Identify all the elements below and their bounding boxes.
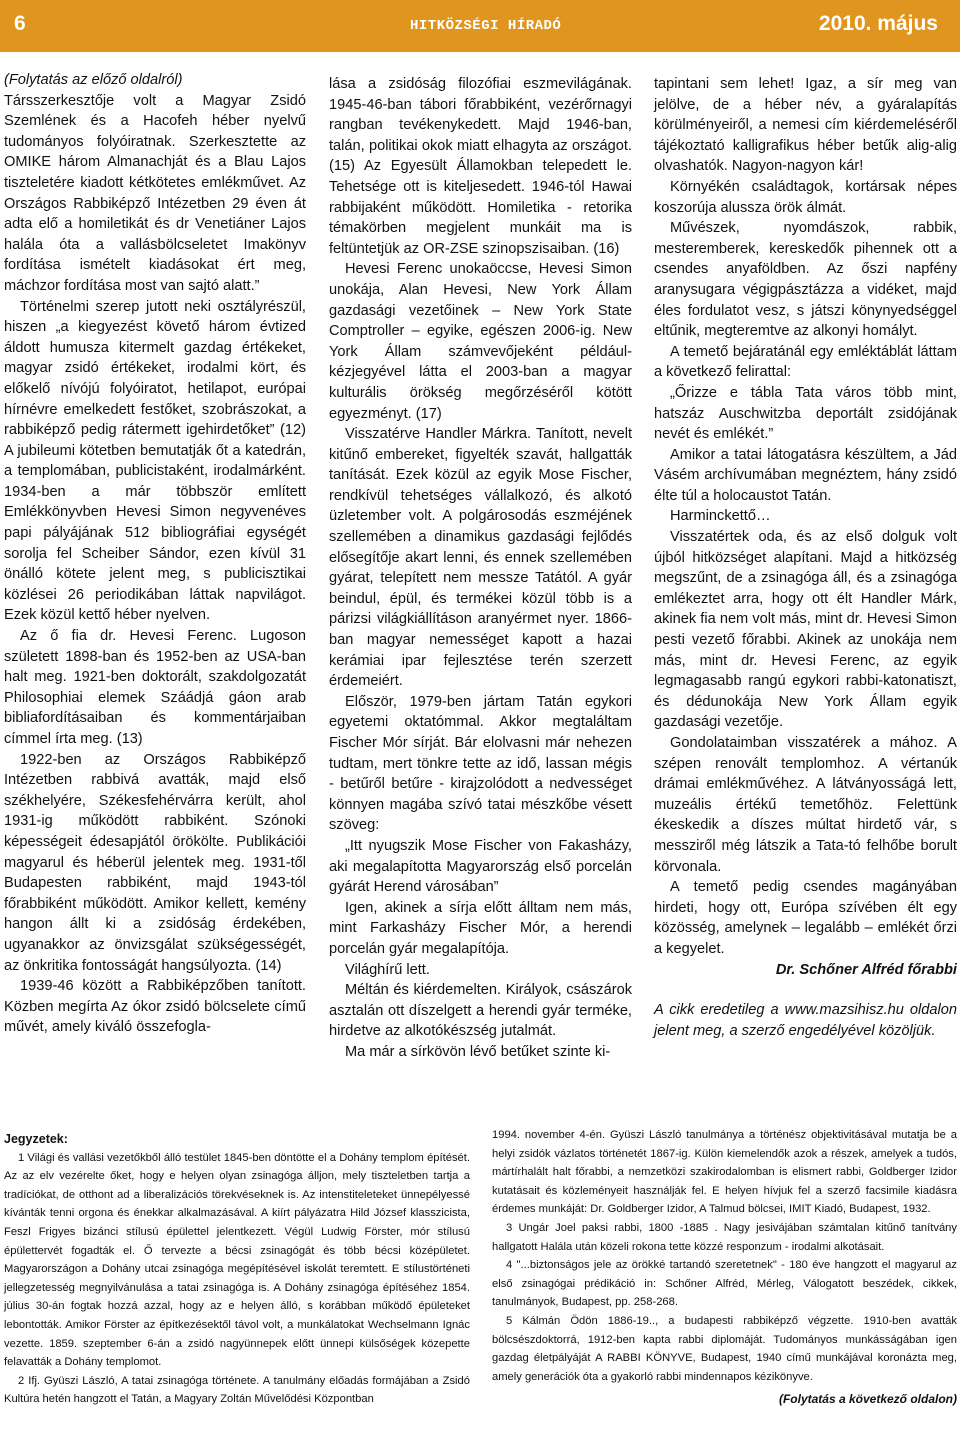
continued-from-note: (Folytatás az előző oldalról)	[4, 72, 183, 88]
article-paragraph: A temető pedig csendes magányában hirdeti, hogy ott, Európa szívében élt egy közösség, amelynek – legalább – emlékét őrzi a kegyelet.	[654, 879, 957, 957]
spacer	[654, 980, 957, 1000]
article-paragraph: tapintani sem lehet! Igaz, a sír meg van jelölve, de a héber név, a gyáralapítás körülményeiről, a nemesi cím kiérdemeléséről tájékoztató kalligrafikus héber betűk alig-alig olvashatók. Nagyon-nagyon kár!	[654, 76, 957, 175]
footnote: 1 Világi és vallási vezetőkből álló testület 1845-ben döntötte el a Dohány templom építését. Az az elv vezérelte őket, hogy e helyen olyan zsinagóga álljon, mely tiszteletben tartja a tradíciókat, de otthont ad a liberalizációs törekvéseknek is. Az intenstiteleteket ünnepélyessé kívánták tenni orgona és énekkar alkalmazásával. A kiírt pályázatra Hild József klasszicista, Feszl Frigyes bizánci stílusú épülettel jelentkezett. Végül Ludwig Förster, mór stílusú épülettervét fogadták el. Ő tervezte a bécsi zsinagógát és több bécsi középületet. Magyarországon a Dohány utcai zsinagóga megépítésével iskolát teremtett. E stílustörténeti jellegzetesség megnyilvánulása a tatai zsinagóga is. A Dohány zsinagóga építéséhez 1854. július 30-án fogtak hozzá azzal, hogy az e helyen álló, s korábban működő épületeket lebontották. Amikor Förster az építkezésektől távol volt, a munkálatokat Wechselmann Ignác vezette. 1859. szeptember 6-án a zsidó nagyünnepek előtt ünnepi külsőségek közepette felavatták a Dohány templomot.	[4, 1151, 470, 1369]
article-paragraph: Művészek, nyomdászok, rabbik, mesteremberek, kereskedők pihennek ott a csendes anyaföldben. Az őszi napfény aranysugara végigpásztázza a vidéket, majd éles fordulatot vesz, s játszi könynyedséggel eltűnik, megteremtve az alkonyi homályt.	[654, 220, 957, 340]
article-paragraph: 1922-ben az Országos Rabbiképző Intézetben rabbivá avatták, majd első székhelyére, Székesfehérvárra került, ahol 1931-ig működött rabbiként. Szónoki képességeit édesapjától örökölte. Publikációi magyarul és héberül jelentek meg. 1931-től Budapesten rabbiként, majd 1943-tól főrabbiként működött. Amikor kellett, kemény hangon állt ki a zsidóság érdekében, ugyanakkor az önvizsgálat szükségességét, az önkritika fontosságát hangsúlyozta. (14)	[4, 751, 306, 974]
article-paragraph: 1939-46 között a Rabbiképzőben tanított. Közben megírta Az ókor zsidó bölcselete című művét, amely kiváló összefogla-	[4, 978, 306, 1036]
page-header	[0, 0, 960, 52]
article-paragraph: Harminckettő…	[670, 508, 771, 525]
article-paragraph: Világhírű lett.	[345, 961, 430, 978]
footnote: 1994. november 4-én. Gyüszi László tanulmánya a történész objektivitásával mutatja be a helyi zsidók vázlatos történetét 1867-ig. Külön kiemelendők azok a részek, amelyek a tudós, mártírhalált halt főrabbi, a nemzetközi szakirodalomban is elismert rabbi, Goldberger Izidor kutatásait és közleményeit használják fel. E helyen hívjuk fel a szerző facsimile kiadásra érdemes munkáját: Dr. Goldberger Izidor, A Talmud bölcsei, IMIT Kiadó, Budapest, 1932.	[492, 1129, 957, 1216]
article-column-3	[654, 74, 957, 1041]
footnote: 3 Ungár Joel paksi rabbi, 1800 -1885 . Nagy jesivájában számtalan kitűnő tanítvány hallgatott Halála után közeli rokona tette közzé responzum - irodalmi alkotásait.	[492, 1221, 957, 1253]
epitaph-quote: „Itt nyugszik Mose Fischer von Fakasházy, aki megalapította Magyarország első porcelán gyárát Herend városában”	[329, 837, 632, 896]
issue-date: 2010. május	[818, 12, 938, 35]
footnote: 5 Kálmán Ödön 1886-19.., a budapesti rabbiképző végzette. 1910-ben avatták bölcsészdoktorrá, 1912-ben kapta rabbi diplomáját. Tudományos munkásságában igen gazdag életpályáját A RABBI KÖNYVE, Budapest, 1940 című munkájával koronázta meg, amely generációk óta a gyakorló rabbi mindennapos kézikönyve.	[492, 1314, 957, 1383]
article-column-2	[329, 74, 632, 1063]
article-paragraph: Először, 1979-ben jártam Tatán egykori egyetemi oktatómmal. Akkor megtaláltam Fischer Mór sírját. Bár elolvasni már nehezen tudtam, mert tönkre tette az idő, lassan mégis - betűről betűre - kirajzolódott a nedvességet könnyen magába szívó tatai mészkőbe vésett szöveg:	[329, 693, 632, 834]
article-paragraph: A temető bejáratánál egy emléktáblát láttam a következő felirattal:	[654, 343, 957, 381]
article-paragraph: Történelmi szerep jutott neki osztályrészül, hiszen „a kiegyezést követő három évtized áldott humusza kitermelt gazdag értékeket, magyar zsidó értékeket, irodalmi kört, és előkelő nívójú folyóiratot, hetilapot, európai hírnévre emelkedett festőket, szobrászokat, a rabbiképző pedig rátermett igehirdetőket” (12) A jubileumi kötetben bemutatják őt a katedrán, a templomában, publicistaként, irodalmárként. 1934-ben a már többször említett Emlékkönyvben Hevesi Simon negyvenéves papi pályájának 512 bibliográfiai egységét sorolja fel Scheiber Sándor, ezen kívül 31 önálló kötete jelent meg, s publicisztikai közlései 26 periodikában láttak napvilágot. Ezek közül kettő héber nyelven.	[4, 298, 306, 624]
article-paragraph: lása a zsidóság filozófiai eszmevilágának. 1945-46-ban tábori főrabbiként, vezérőrnagyi rangban tevékenykedett. Majd 1946-ban, talán, politikai okok miatt elhagyta az országot. (15) Az Egyesült Államokban telepedett le. Tehetsége ott is kiteljesedett. 1946-tól Hawai rabbijaként működött. Homiletika - retorika témakörben megjelent munkáit ma is feltüntetjük az OR-ZSE szinopszisaiban. (16)	[329, 76, 632, 257]
article-paragraph: Igen, akinek a sírja előtt álltam nem más, mint Farkasházy Fischer Mór, a herendi porcelán gyár megalapítója.	[329, 899, 632, 957]
article-paragraph: Gondolataimban visszatérek a mához. A szépen renovált templomhoz. A vértanúk drámai emlékművéhez. A látványosságá lett, muzeális értékű temetőhöz. Felettünk ékeskedik a díszes múltat hirdető vár, s messziről még látszik a Tata-tó felhőbe borult körvonala.	[654, 735, 957, 875]
article-column-1	[4, 70, 306, 1038]
memorial-plaque-quote: „Őrizze e tábla Tata város több mint, hatszáz Auschwitzba deportált zsidójának nevét és emlékét.”	[654, 384, 957, 443]
page-number: 6	[14, 12, 26, 35]
article-paragraph: Ma már a sírkövön lévő betűket szinte ki-	[345, 1043, 611, 1060]
publication-title: HITKÖZSÉGI HÍRADÓ	[410, 18, 562, 34]
footnotes-left	[4, 1130, 470, 1409]
article-paragraph: Hevesi Ferenc unokaöccse, Hevesi Simon unokája, Alan Hevesi, New York Állam gazdasági vezetőinek – New York State Comptroller – egyike, egészen 2006-ig. New York Állam számvevőjeként például- kézjegyével látta el 2003-ban a magyar kulturális örökség megőrzéséről kötött egyezményt. (17)	[329, 261, 632, 422]
continued-next-page: (Folytatás a következő oldalon)	[778, 1392, 957, 1407]
author-signature: Dr. Schőner Alfréd főrabbi	[775, 961, 957, 978]
article-paragraph: Méltán és kiérdemelten. Királyok, császárok asztalán ott díszelgett a herendi gyár terméke, hirdetve az alkotókészség jutalmát.	[329, 982, 632, 1040]
article-paragraph: Visszatérve Handler Márkra. Tanított, nevelt kitűnő embereket, figyelték szavát, hallgatták tanítását. Ezek közül az egyik Mose Fischer, rendkívül tehetséges vállalkozó, és alkotó üzletember volt. A polgárosodás eszméjének szellemében a dinamikus gazdasági fejlődés elősegítője akart lenni, és ennek szellemében gyárat, telepített nem messze Tatától. A gyár beindul, épül, és termékei közül több is a párizsi világkiállításon aranyérmet nyer. 1866-ban magyar nemességet kapott a hazai kerámiai ipar fejlesztése terén szerzett érdemeiért.	[329, 426, 632, 690]
footnotes-right	[492, 1126, 957, 1409]
source-note: A cikk eredetileg a www.mazsihisz.hu oldalon jelent meg, a szerző engedélyével közöljük.	[654, 1002, 957, 1039]
article-paragraph: Társszerkesztője volt a Magyar Zsidó Szemlének és a Hacofeh héber nyelvű tudományos folyóiratnak. Szerkesztette az OMIKE három Almanachját és a Blau Lajos tiszteletére kiadott kétkötetes emlékművet. Az Országos Rabbiképző Intézetben 29 éven át adta elő a homiletikát és dr Venetiáner Lajos halála óta a vallásbölcseletet Imakönyv fordítása ismételt kiadásokat ért meg, máchzor fordítása most van sajtó alatt.”	[4, 92, 306, 294]
article-paragraph: Környékén családtagok, kortársak népes koszorúja alussza örök álmát.	[654, 178, 957, 216]
footnotes-title: Jegyzetek:	[4, 1132, 68, 1146]
footnote: 4 "...biztonságos jele az örökké tartandó szeretetnek" - 180 éve hangzott el magyarul az első zsinagógai prédikáció in: Schőner Alfréd, Mérleg, Válogatott beszédek, cikkek, tanulmányok, Budapest, pp. 258-268.	[492, 1259, 957, 1309]
article-paragraph: Amikor a tatai látogatásra készültem, a Jád Vásém archívumában megnéztem, hány zsidó élte túl a holocaustot Tatán.	[654, 446, 957, 504]
article-paragraph: Visszatértek oda, és az első dolguk volt újból hitközséget alapítani. Majd a hitközség megszűnt, de a zsinagóga áll, és a zsinagóga emlékeztet arra, hogy ott élt Handler Márk, akinek fia nem volt más, mint dr. Hevesi Simon pesti vezető főrabbi. Akinek az unokája nem más, mint dr. Hevesi Ferenc, az egyik legmagasabb rangú egykori rabbi-katonatiszt, és dédunokája New York Állam egyik gazdasági vezetője.	[654, 529, 957, 731]
footnote: 2 Ifj. Gyüszi László, A tatai zsinagóga története. A tanulmány előadás formájában a Zsidó Kultúra hetén hangzott el Tatán, a Magyary Zoltán Művelődési Központban	[4, 1374, 470, 1406]
article-paragraph: Az ő fia dr. Hevesi Ferenc. Lugoson született 1898-ban és 1952-ben az USA-ban halt meg. 1921-ben doktorált, szakdolgozatát Philosophiai elemek Száádjá gáon arab bibliafordításaiban és kommentárjaiban címmel írta meg. (13)	[4, 628, 306, 747]
